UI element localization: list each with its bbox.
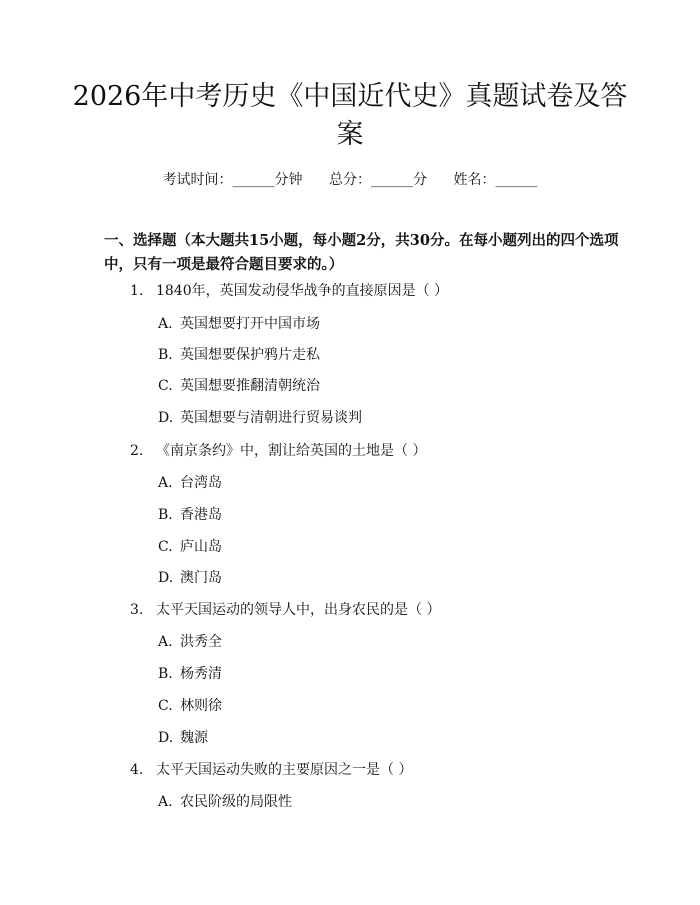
option-letter: B. [158, 347, 173, 363]
question-3-option-d [158, 728, 208, 748]
page-title: 2026年中考历史《中国近代史》真题试卷及答案 [72, 81, 628, 150]
question-number: 3. [130, 602, 144, 618]
question-number: 2. [130, 443, 144, 459]
question-1-option-c [158, 376, 320, 396]
question-2-option-b [158, 505, 222, 525]
question-3-option-c [158, 696, 222, 716]
question-1 [130, 281, 448, 301]
option-letter: A. [158, 475, 173, 491]
exam-meta [0, 170, 700, 190]
question-4 [130, 760, 412, 780]
question-3-option-b [158, 664, 222, 684]
question-text: 太平天国运动的领导人中，出身农民的是（ ） [156, 602, 441, 618]
question-number: 1. [130, 283, 144, 299]
option-letter: D. [158, 410, 174, 426]
option-text: 英国想要与清朝进行贸易谈判 [180, 410, 362, 426]
option-text: 农民阶级的局限性 [180, 794, 292, 810]
question-1-option-d [158, 408, 362, 428]
option-letter: A. [158, 794, 173, 810]
option-letter: C. [158, 378, 173, 394]
option-text: 洪秀全 [180, 634, 222, 650]
student-name-field: 姓名：______ [453, 172, 538, 188]
option-letter: D. [158, 570, 174, 586]
option-text: 庐山岛 [180, 539, 222, 555]
question-text: 1840年，英国发动侵华战争的直接原因是（ ） [156, 283, 449, 299]
option-text: 林则徐 [180, 698, 222, 714]
option-text: 英国想要保护鸦片走私 [180, 347, 320, 363]
option-letter: D. [158, 730, 174, 746]
question-3 [130, 600, 440, 620]
option-letter: B. [158, 507, 173, 523]
question-1-option-a [158, 314, 320, 334]
exam-time-field: 考试时间：______分钟 [162, 172, 303, 188]
option-text: 英国想要推翻清朝统治 [180, 378, 320, 394]
question-2-option-d [158, 568, 222, 588]
question-text: 《南京条约》中，割让给英国的土地是（ ） [156, 443, 427, 459]
question-1-option-b [158, 345, 320, 365]
question-number: 4. [130, 762, 144, 778]
option-text: 杨秀清 [180, 666, 222, 682]
question-text: 太平天国运动失败的主要原因之一是（ ） [156, 762, 413, 778]
option-text: 澳门岛 [180, 570, 222, 586]
option-letter: A. [158, 634, 173, 650]
question-4-option-a [158, 792, 292, 812]
question-2-option-c [158, 537, 222, 557]
option-text: 魏源 [180, 730, 208, 746]
total-score-field: 总分：______分 [329, 172, 427, 188]
option-text: 香港岛 [180, 507, 222, 523]
question-2 [130, 441, 426, 461]
option-letter: B. [158, 666, 173, 682]
option-text: 英国想要打开中国市场 [180, 316, 320, 332]
question-3-option-a [158, 632, 222, 652]
option-letter: A. [158, 316, 173, 332]
option-letter: C. [158, 698, 173, 714]
question-2-option-a [158, 473, 222, 493]
option-text: 台湾岛 [180, 475, 222, 491]
section-heading: 一、选择题（本大题共15小题，每小题2分，共30分。在每小题列出的四个选项中，只有一项是最符合题目要求的。） [104, 232, 619, 273]
option-letter: C. [158, 539, 173, 555]
